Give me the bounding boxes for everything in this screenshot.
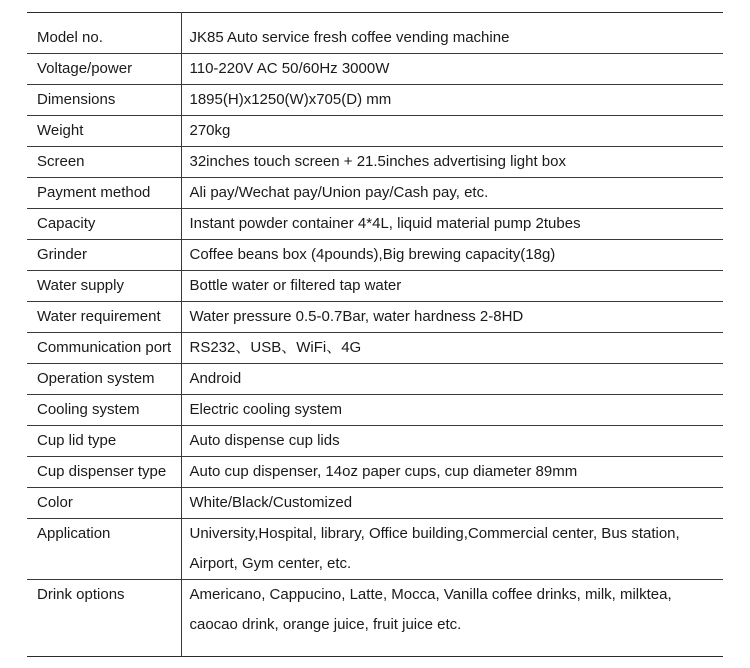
spec-value-line: Airport, Gym center, etc. (189, 555, 352, 572)
spec-table-body (27, 13, 723, 657)
table-row (27, 240, 723, 271)
table-row (27, 333, 723, 364)
table-row (27, 364, 723, 395)
spec-value-line: Electric cooling system (189, 401, 343, 418)
spec-value-line: Water pressure 0.5-0.7Bar, water hardness 2-8HD (189, 308, 524, 325)
spec-value (181, 116, 723, 147)
table-row (27, 13, 723, 54)
spec-label: Dimensions (27, 85, 181, 116)
table-row (27, 519, 723, 580)
spec-value (181, 426, 723, 457)
spec-label: Operation system (27, 364, 181, 395)
spec-label: Grinder (27, 240, 181, 271)
spec-value-line: Android (189, 370, 242, 387)
spec-value-line: 110-220V AC 50/60Hz 3000W (189, 60, 390, 77)
spec-value (181, 395, 723, 426)
spec-value-line: Bottle water or filtered tap water (189, 277, 402, 294)
spec-label: Screen (27, 147, 181, 178)
spec-value (181, 147, 723, 178)
spec-table (27, 12, 723, 657)
spec-value (181, 457, 723, 488)
spec-label: Cooling system (27, 395, 181, 426)
spec-value (181, 364, 723, 395)
table-row (27, 178, 723, 209)
spec-label: Drink options (27, 580, 181, 657)
table-row (27, 85, 723, 116)
spec-label: Color (27, 488, 181, 519)
spec-value (181, 302, 723, 333)
table-row (27, 488, 723, 519)
spec-value (181, 13, 723, 54)
table-row (27, 147, 723, 178)
spec-label: Application (27, 519, 181, 580)
spec-label: Cup lid type (27, 426, 181, 457)
table-row (27, 426, 723, 457)
spec-value-line: University,Hospital, library, Office building,Commercial center, Bus station, (189, 525, 680, 542)
spec-value-line: Americano, Cappucino, Latte, Mocca, Vanilla coffee drinks, milk, milktea, (189, 586, 672, 603)
spec-value-line: Auto dispense cup lids (189, 432, 340, 449)
spec-value-line: caocao drink, orange juice, fruit juice etc. (189, 616, 462, 633)
spec-value-line: Coffee beans box (4pounds),Big brewing capacity(18g) (189, 246, 556, 263)
spec-label: Water supply (27, 271, 181, 302)
spec-value (181, 178, 723, 209)
spec-value-line: 270kg (189, 122, 231, 139)
spec-label: Capacity (27, 209, 181, 240)
table-row (27, 457, 723, 488)
spec-value (181, 488, 723, 519)
spec-value (181, 85, 723, 116)
spec-label: Payment method (27, 178, 181, 209)
spec-value (181, 333, 723, 364)
spec-value-line: Instant powder container 4*4L, liquid material pump 2tubes (189, 215, 581, 232)
table-row (27, 302, 723, 333)
spec-value-line: White/Black/Customized (189, 494, 353, 511)
spec-value (181, 271, 723, 302)
spec-label: Water requirement (27, 302, 181, 333)
spec-value (181, 580, 723, 657)
spec-label: Communication port (27, 333, 181, 364)
table-row (27, 580, 723, 657)
spec-value (181, 240, 723, 271)
spec-value-line: Ali pay/Wechat pay/Union pay/Cash pay, etc. (189, 184, 489, 201)
spec-label: Cup dispenser type (27, 457, 181, 488)
spec-value-line: JK85 Auto service fresh coffee vending machine (189, 29, 510, 46)
spec-label: Voltage/power (27, 54, 181, 85)
spec-value-line: RS232、USB、WiFi、4G (189, 339, 362, 356)
table-row (27, 271, 723, 302)
table-row (27, 54, 723, 85)
table-row (27, 395, 723, 426)
table-row (27, 209, 723, 240)
spec-value (181, 209, 723, 240)
spec-label: Weight (27, 116, 181, 147)
spec-value (181, 519, 723, 580)
table-row (27, 116, 723, 147)
spec-label: Model no. (27, 13, 181, 54)
spec-value (181, 54, 723, 85)
spec-value-line: 32inches touch screen + 21.5inches advertising light box (189, 153, 566, 170)
spec-value-line: 1895(H)x1250(W)x705(D) mm (189, 91, 392, 108)
spec-value-line: Auto cup dispenser, 14oz paper cups, cup diameter 89mm (189, 463, 578, 480)
